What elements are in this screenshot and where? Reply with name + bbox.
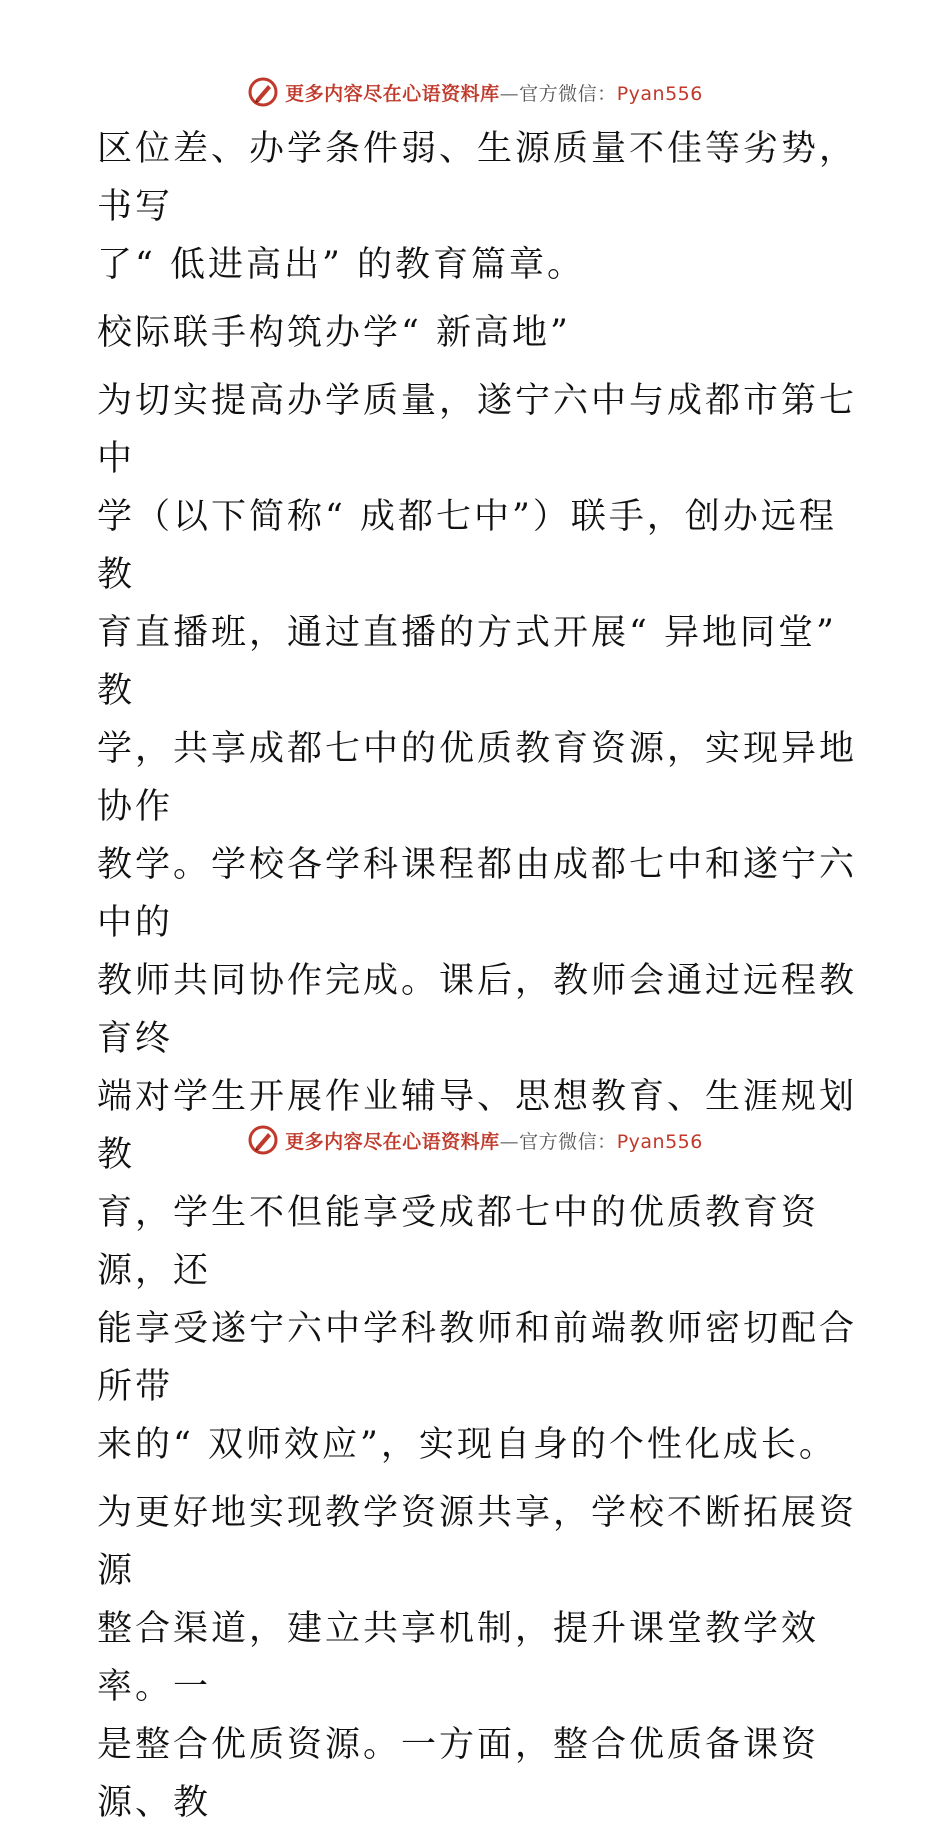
watermark-contact-label: 官方微信： (519, 82, 617, 105)
watermark-contact-label: 官方微信： (519, 1130, 617, 1153)
text-line: 来的“ 双师效应”，实现自身的个性化成长。 (97, 1425, 837, 1465)
text-line: 校际联手构筑办学“ 新高地” (97, 313, 571, 353)
text-line: 育，学生不但能享受成都七中的优质教育资源，还 (97, 1193, 820, 1291)
pen-logo-icon (247, 1124, 279, 1156)
text-line: 整合渠道，建立共享机制，提升课堂教学效率。一 (97, 1609, 820, 1707)
text-line: 为更好地实现教学资源共享，学校不断拓展资源 (97, 1493, 858, 1591)
paragraph-remote-class (97, 372, 857, 1474)
paragraph-resource-sharing (97, 1484, 857, 1832)
text-line: 是整合优质资源。一方面，整合优质备课资源、教 (97, 1725, 820, 1823)
text-line: 区位差、办学条件弱、生源质量不佳等劣势，书写 (97, 129, 858, 227)
text-line: 为切实提高办学质量，遂宁六中与成都市第七中 (97, 381, 858, 479)
text-line: 能享受遂宁六中学科教师和前端教师密切配合所带 (97, 1309, 858, 1407)
watermark-dash: — (499, 1130, 520, 1153)
watermark-text (285, 1127, 703, 1154)
watermark-text (285, 79, 703, 106)
text-line: 学（以下简称“ 成都七中”）联手，创办远程教 (97, 497, 837, 595)
text-line: 教师共同协作完成。课后，教师会通过远程教育终 (97, 961, 858, 1059)
document-body (97, 120, 857, 1832)
text-line: 育直播班，通过直播的方式开展“ 异地同堂” 教 (97, 613, 837, 711)
text-line: 了“ 低进高出” 的教育篇章。 (97, 245, 586, 285)
watermark-site-text: 更多内容尽在心语资料库 (285, 82, 500, 105)
text-line: 学，共享成都七中的优质教育资源，实现异地协作 (97, 729, 858, 827)
text-line: 端对学生开展作业辅导、思想教育、生涯规划教 (97, 1077, 858, 1175)
text-line: 教学。学校各学科课程都由成都七中和遂宁六中的 (97, 845, 858, 943)
watermark-handle: Pyan556 (616, 82, 703, 105)
paragraph-intro-tail (97, 120, 857, 294)
pen-logo-icon (247, 76, 279, 108)
header-watermark (0, 72, 950, 112)
watermark-site-text: 更多内容尽在心语资料库 (285, 1130, 500, 1153)
section-heading (97, 304, 857, 362)
watermark-dash: — (499, 82, 520, 105)
watermark-handle: Pyan556 (616, 1130, 703, 1153)
footer-watermark (0, 1120, 950, 1160)
